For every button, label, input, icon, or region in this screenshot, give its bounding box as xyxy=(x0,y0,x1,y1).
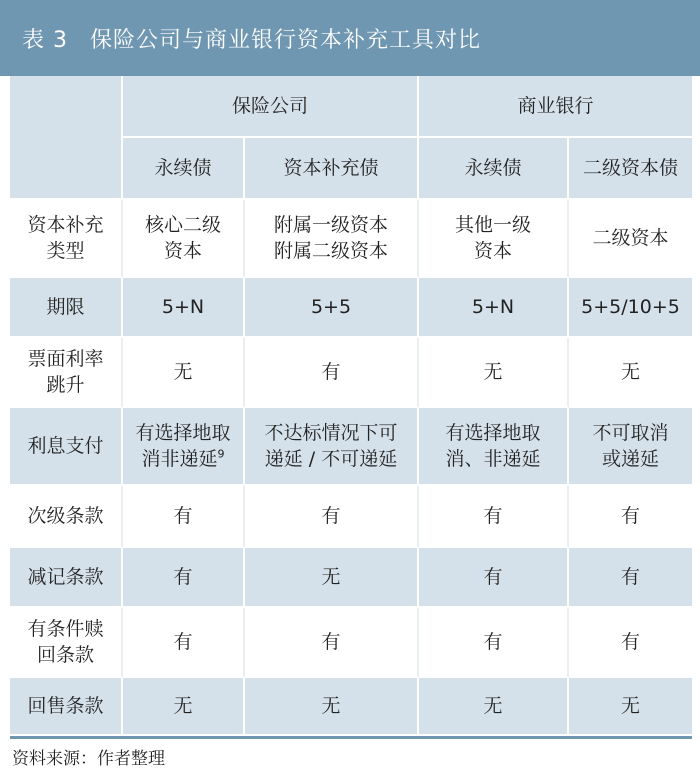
table-row xyxy=(10,200,692,278)
table-cell: 有选择地取 消非递延$^9$ xyxy=(123,408,245,486)
table-cell: 无 xyxy=(569,678,692,736)
table-cell: 二级资本 xyxy=(569,200,692,278)
table-cell: 附属一级资本 附属二级资本 xyxy=(245,200,419,278)
table-cell: 无 xyxy=(419,338,569,408)
table-cell: 有 xyxy=(245,338,419,408)
table-cell: 核心二级 资本 xyxy=(123,200,245,278)
table-row xyxy=(10,278,692,338)
table-cell: 5+5/10+5 xyxy=(569,278,692,338)
row-label: 利息支付 xyxy=(10,408,123,486)
table-row xyxy=(10,338,692,408)
table-cell: 有选择地取 消、非递延 xyxy=(419,408,569,486)
table-cell: 有 xyxy=(419,548,569,608)
table-cell: 不可取消 或递延 xyxy=(569,408,692,486)
table-cell: 有 xyxy=(245,486,419,548)
header-sub: 资本补充债 xyxy=(245,138,419,200)
row-label: 有条件赎 回条款 xyxy=(10,608,123,678)
table-cell: 无 xyxy=(123,338,245,408)
table-cell: 有 xyxy=(569,486,692,548)
table-cell: 无 xyxy=(245,678,419,736)
header-corner xyxy=(10,76,123,200)
table-cell: 5+N xyxy=(419,278,569,338)
table-cell: 有 xyxy=(419,608,569,678)
table-row xyxy=(10,608,692,678)
table-cell: 有 xyxy=(419,486,569,548)
row-label: 减记条款 xyxy=(10,548,123,608)
row-label: 次级条款 xyxy=(10,486,123,548)
table-cell: 无 xyxy=(123,678,245,736)
row-label: 票面利率 跳升 xyxy=(10,338,123,408)
table-row xyxy=(10,678,692,736)
row-label: 回售条款 xyxy=(10,678,123,736)
header-row-groups xyxy=(10,76,692,138)
source-note: 资料来源：作者整理 xyxy=(12,749,165,769)
table-cell: 有 xyxy=(245,608,419,678)
table-cell: 有 xyxy=(123,486,245,548)
table-row xyxy=(10,408,692,486)
header-sub: 永续债 xyxy=(419,138,569,200)
table-cell: 5+N xyxy=(123,278,245,338)
table-cell: 有 xyxy=(569,548,692,608)
header-bank: 商业银行 xyxy=(419,76,692,138)
table-cell: 不达标情况下可 递延 / 不可递延 xyxy=(245,408,419,486)
table-number: 表 3 xyxy=(22,27,68,53)
table-title-bar xyxy=(0,0,700,76)
comparison-table xyxy=(10,76,692,736)
table-cell: 有 xyxy=(569,608,692,678)
row-label: 期限 xyxy=(10,278,123,338)
table-cell: 无 xyxy=(569,338,692,408)
table-row xyxy=(10,486,692,548)
header-sub: 永续债 xyxy=(123,138,245,200)
table-cell: 无 xyxy=(245,548,419,608)
table-row xyxy=(10,548,692,608)
footer-divider xyxy=(10,736,692,739)
footnote-mark: 9 xyxy=(217,447,225,461)
header-insurance: 保险公司 xyxy=(123,76,419,138)
row-label: 资本补充 类型 xyxy=(10,200,123,278)
table-title: 保险公司与商业银行资本补充工具对比 xyxy=(90,27,482,53)
table-cell: 有 xyxy=(123,608,245,678)
header-sub: 二级资本债 xyxy=(569,138,692,200)
table-cell: 其他一级 资本 xyxy=(419,200,569,278)
table-cell: 5+5 xyxy=(245,278,419,338)
table-cell: 有 xyxy=(123,548,245,608)
table-cell: 无 xyxy=(419,678,569,736)
